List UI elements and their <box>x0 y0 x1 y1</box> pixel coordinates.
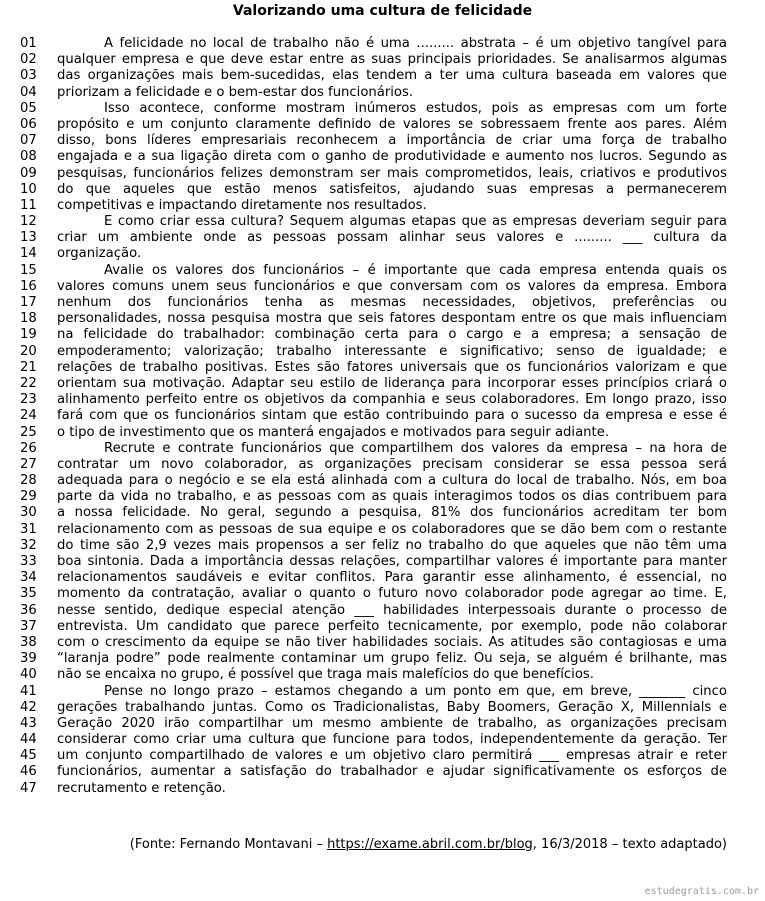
line-text: Pense no longo prazo – estamos chegando a um ponto em que, em breve, _______ cinco <box>104 683 727 699</box>
line-text: das organizações mais bem-sucedidas, elas tendem a ter uma cultura baseada em valores que <box>57 68 727 84</box>
line-number: 23 <box>20 392 37 408</box>
line-text: relacionamentos saudáveis e evitar conflitos. Para garantir esse alinhamento, é essencial, no <box>57 570 727 586</box>
text-line <box>0 748 765 764</box>
line-text: E como criar essa cultura? Sequem algumas etapas que as empresas deveriam seguir para <box>104 214 727 230</box>
line-number: 28 <box>20 473 37 489</box>
line-number: 12 <box>20 214 37 230</box>
text-line <box>0 279 765 295</box>
line-text: parte da vida no trabalho, e as pessoas com as quais interagimos todos os dias contribuem para <box>57 489 727 505</box>
text-line <box>0 489 765 505</box>
line-number: 05 <box>20 100 37 116</box>
text-line <box>0 344 765 360</box>
text-line <box>0 667 765 683</box>
text-line <box>0 781 765 797</box>
line-text: entrevista. Um candidato que parece perfeito tecnicamente, por exemplo, pode não colaborar <box>57 618 727 634</box>
source-prefix: (Fonte: Fernando Montavani – <box>129 837 328 852</box>
line-number: 07 <box>20 133 37 149</box>
line-text: empoderamento; valorização; trabalho interessante e significativo; senso de igualdade; e <box>57 343 727 359</box>
text-line <box>0 101 765 117</box>
line-text: nesse sentido, dedique especial atenção ___ habilidades interpessoais durante o processo de <box>57 602 727 618</box>
line-number: 20 <box>20 343 37 359</box>
text-line <box>0 166 765 182</box>
text-line <box>0 52 765 68</box>
line-number: 34 <box>20 570 37 586</box>
text-line <box>0 85 765 101</box>
text-line <box>0 246 765 262</box>
text-line <box>0 376 765 392</box>
line-text: pesquisas, funcionários felizes demonstram ser mais comprometidos, leais, criativos e produtivos <box>57 165 727 181</box>
source-citation <box>130 836 727 854</box>
line-number: 15 <box>20 262 37 278</box>
line-number: 36 <box>20 602 37 618</box>
line-number: 04 <box>20 84 37 100</box>
line-number: 26 <box>20 440 37 456</box>
line-number: 43 <box>20 715 37 731</box>
line-number: 32 <box>20 537 37 553</box>
document-title: Valorizando uma cultura de felicidade <box>232 3 533 19</box>
line-text: competitivas e impactando diretamente nos resultados. <box>57 197 427 213</box>
line-number: 39 <box>20 651 37 667</box>
text-line <box>0 295 765 311</box>
line-text: disso, bons líderes empresariais reconhecem a importância de criar uma força de trabalho <box>57 133 727 149</box>
line-number: 24 <box>20 408 37 424</box>
text-line <box>0 263 765 279</box>
source-link[interactable]: https://exame.abril.com.br/blog <box>327 837 533 852</box>
line-text: nenhum dos funcionários tenha as mesmas necessidades, objetivos, preferências ou <box>57 295 727 310</box>
text-line <box>0 214 765 230</box>
text-line <box>0 360 765 376</box>
line-text: do que aqueles que estão menos satisfeitos, ajudando suas empresas a permanecerem <box>57 181 727 197</box>
line-number: 21 <box>20 359 37 375</box>
line-number: 17 <box>20 295 37 310</box>
line-text: considerar como criar uma cultura que funcione para todos, independentemente da geração. Ter <box>57 732 727 748</box>
text-line <box>0 473 765 489</box>
line-number: 35 <box>20 586 37 602</box>
line-text: a nossa felicidade. No geral, segundo a pesquisa, 81% dos funcionários acreditam ter bom <box>57 505 727 521</box>
line-number: 19 <box>20 327 37 343</box>
line-text: relacionamento com as pessoas de sua equipe e os colaboradores que se dão bem com o restante <box>57 521 727 537</box>
line-number: 46 <box>20 764 37 780</box>
text-line <box>0 441 765 457</box>
text-line <box>0 408 765 424</box>
line-text: não se encaixa no grupo, é possível que traga mais malefícios do que benefícios. <box>57 667 594 683</box>
text-line <box>0 327 765 343</box>
line-text: Avalie os valores dos funcionários – é importante que cada empresa entenda quais os <box>104 262 727 278</box>
line-number: 44 <box>20 732 37 748</box>
line-number: 16 <box>20 278 37 294</box>
line-text: boa sintonia. Dada a importância dessas relações, compartilhar valores é importante para manter <box>57 554 727 569</box>
line-text: organização. <box>57 246 142 262</box>
line-number: 47 <box>20 780 37 796</box>
text-line <box>0 570 765 586</box>
line-number: 45 <box>20 748 37 764</box>
line-number: 01 <box>20 36 37 51</box>
line-number: 03 <box>20 68 37 84</box>
line-text: engajada e a sua ligação direta com o ganho de produtividade e aumento nos lucros. Segundo as <box>57 149 727 165</box>
text-line <box>0 700 765 716</box>
line-text: contratar um novo colaborador, as organizações precisam considerar se essa pessoa será <box>57 456 727 472</box>
text-line <box>0 36 765 52</box>
line-text: funcionários, aumentar a satisfação do trabalhador e ajudar significativamente os esforços de <box>57 764 727 780</box>
text-line <box>0 68 765 84</box>
line-text: Geração 2020 irão compartilhar um mesmo ambiente de trabalho, as organizações precisam <box>57 715 727 731</box>
line-number: 25 <box>20 424 37 440</box>
line-number: 22 <box>20 375 37 391</box>
line-text: do time são 2,9 vezes mais propensos a ser feliz no trabalho do que aqueles que não têm uma <box>57 537 727 553</box>
line-text: Recrute e contrate funcionários que compartilhem dos valores da empresa – na hora de <box>104 440 727 456</box>
line-text: criar um ambiente onde as pessoas possam alinhar seus valores e ......... ___ cultura da <box>57 230 727 246</box>
line-text: recrutamento e retenção. <box>57 780 226 796</box>
line-text: personalidades, nossa pesquisa mostra que seis fatores despontam entre os que mais influenciam <box>57 311 727 327</box>
line-number: 08 <box>20 149 37 165</box>
line-number: 14 <box>20 246 37 262</box>
line-number: 09 <box>20 165 37 181</box>
line-number: 42 <box>20 699 37 715</box>
line-text: priorizam a felicidade e o bem-estar dos funcionários. <box>57 84 414 100</box>
line-text: relações de trabalho positivas. Estes são fatores universais que os funcionários valorizam e que <box>57 359 727 375</box>
text-line <box>0 586 765 602</box>
text-line <box>0 133 765 149</box>
line-text: adequada para o negócio e se ela está alinhada com a cultura do local de trabalho. Nós, em boa <box>57 473 727 489</box>
line-text: Isso acontece, conforme mostram inúmeros estudos, pois as empresas com um forte <box>104 100 727 116</box>
text-line <box>0 603 765 619</box>
line-number: 13 <box>20 230 37 246</box>
text-line <box>0 149 765 165</box>
line-text: A felicidade no local de trabalho não é uma ......... abstrata – é um objetivo tangível para <box>104 36 727 51</box>
text-line <box>0 392 765 408</box>
text-line <box>0 635 765 651</box>
line-text: com o crescimento da equipe se não tiver habilidades sociais. As atitudes são contagiosas e uma <box>57 634 727 650</box>
line-number: 31 <box>20 521 37 537</box>
line-text: “laranja podre” pode realmente contaminar um grupo feliz. Ou seja, se alguém é brilhante, mas <box>57 651 727 667</box>
line-text: valores comuns unem seus funcionários e que conversam com os valores da empresa. Embora <box>57 278 727 294</box>
line-text: na felicidade do trabalhador: combinação certa para o cargo e a empresa; a sensação de <box>57 327 727 343</box>
text-line <box>0 117 765 133</box>
text-line <box>0 182 765 198</box>
line-number: 38 <box>20 634 37 650</box>
line-number: 02 <box>20 52 37 68</box>
line-number: 29 <box>20 489 37 505</box>
text-line <box>0 764 765 780</box>
line-number: 33 <box>20 554 37 569</box>
line-number: 18 <box>20 311 37 327</box>
watermark: estudegratis.com.br <box>644 886 759 897</box>
line-number: 06 <box>20 116 37 132</box>
text-line <box>0 230 765 246</box>
line-number: 10 <box>20 181 37 197</box>
text-line <box>0 425 765 441</box>
text-line <box>0 554 765 570</box>
line-text: qualquer empresa e que deve estar entre as suas principais prioridades. Se analisarmos algumas <box>57 52 727 68</box>
line-number: 27 <box>20 456 37 472</box>
text-body <box>0 36 765 797</box>
line-text: fará com que os funcionários sintam que estão contribuindo para o sucesso da empresa e esse é <box>57 408 727 424</box>
line-text: alinhamento perfeito entre os objetivos da companhia e seus colaboradores. Em longo prazo, isso <box>57 392 727 408</box>
text-line <box>0 457 765 473</box>
source-suffix: , 16/3/2018 – texto adaptado) <box>532 837 727 852</box>
line-text: gerações trabalhando juntas. Como os Tradicionalistas, Baby Boomers, Geração X, Millennials e <box>57 699 727 715</box>
text-line <box>0 311 765 327</box>
line-text: o tipo de investimento que os manterá engajados e motivados para seguir adiante. <box>57 424 610 440</box>
text-line <box>0 505 765 521</box>
text-line <box>0 538 765 554</box>
line-text: orientam sua motivação. Adaptar seu estilo de liderança para incorporar esses princípios criará o <box>57 375 727 391</box>
line-text: um conjunto compartilhado de valores e um objetivo claro permitirá ___ empresas atrair e reter <box>57 748 727 764</box>
text-line <box>0 684 765 700</box>
line-text: propósito e um conjunto claramente definido de valores se sobressaem frente aos pares. Além <box>57 116 727 132</box>
text-line <box>0 619 765 635</box>
text-line <box>0 716 765 732</box>
text-line <box>0 651 765 667</box>
line-number: 41 <box>20 683 37 699</box>
line-number: 37 <box>20 618 37 634</box>
text-line <box>0 732 765 748</box>
text-line <box>0 198 765 214</box>
line-number: 30 <box>20 505 37 521</box>
line-number: 40 <box>20 667 37 683</box>
text-line <box>0 522 765 538</box>
line-text: momento da contratação, avaliar o quanto o futuro novo colaborador pode agregar ao time. E, <box>57 586 727 602</box>
line-number: 11 <box>20 197 37 213</box>
